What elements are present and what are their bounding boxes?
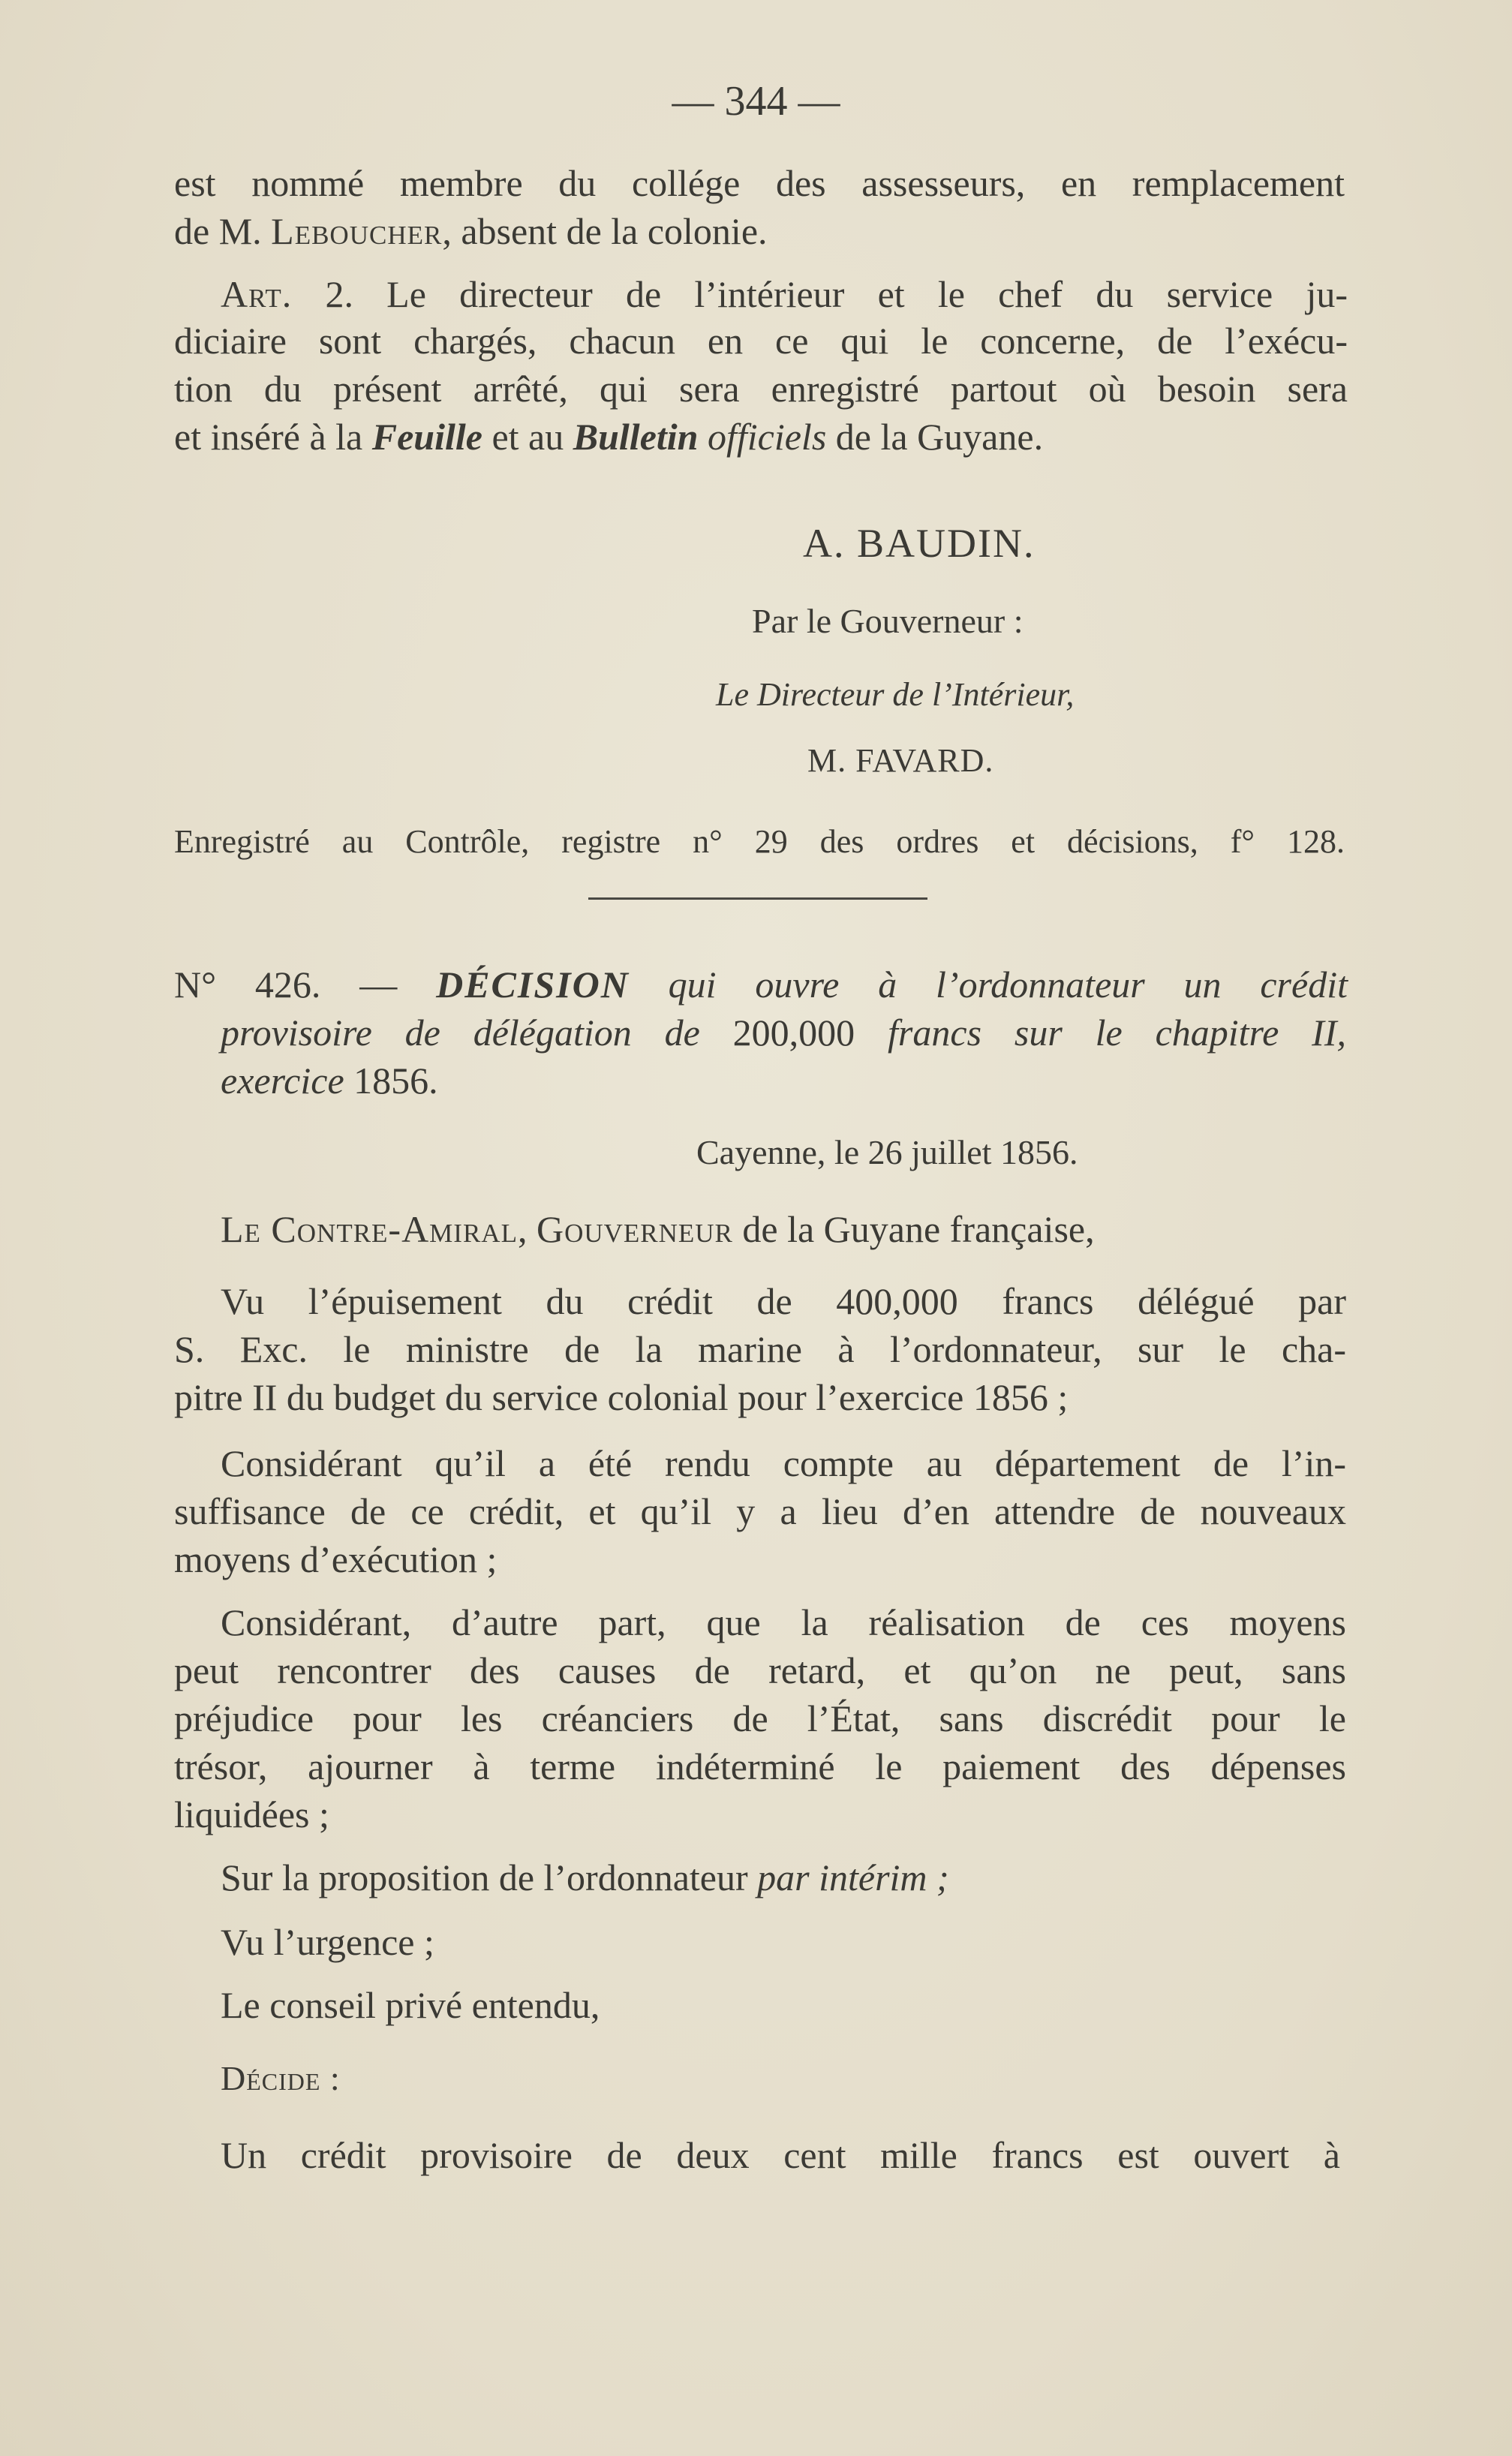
text-line [221, 1207, 1095, 1252]
page-number: — 344 — [672, 78, 840, 125]
text-fragment: et au [482, 416, 573, 458]
text-line: est nommé membre du collége des assesseurs, en remplacement [174, 162, 1345, 204]
decision-year: 1856. [344, 1060, 438, 1102]
decision-subject: francs sur le chapitre II, [855, 1012, 1346, 1054]
text-line [221, 272, 1348, 317]
authority-title: Le Contre-Amiral [221, 1208, 518, 1250]
text-line [221, 1855, 949, 1900]
signature-name: A. BAUDIN. [803, 521, 1036, 566]
text-line: Considérant, d’autre part, que la réalisation de ces moyens [221, 1601, 1346, 1643]
text-line: suffisance de ce crédit, et qu’il y a lieu d’en attendre de nouveaux [174, 1490, 1346, 1532]
decision-heading-line [221, 1058, 438, 1103]
decide-label: Décide : [221, 2059, 341, 2097]
decision-subject: exercice [221, 1060, 344, 1102]
separator-rule [588, 897, 927, 900]
italic-title: Feuille [371, 416, 482, 458]
text-fragment: , absent de la colonie. [442, 210, 768, 252]
text-line: S. Exc. le ministre de la marine à l’ordonnateur, sur le cha- [174, 1328, 1346, 1370]
text-line: Le conseil privé entendu, [221, 1984, 600, 2026]
text-line: tion du présent arrêté, qui sera enregistré partout où besoin sera [174, 368, 1348, 410]
text-fragment: 2. Le directeur de l’intérieur et le chef du service ju- [292, 273, 1348, 315]
text-fragment: de M. [174, 210, 272, 252]
italic-title: Bulletin [573, 416, 699, 458]
decision-heading-line [174, 962, 1348, 1007]
text-line [174, 414, 1043, 459]
decision-amount: 200,000 [732, 1012, 855, 1054]
signature-par: Par le Gouverneur : [752, 602, 1024, 640]
text-line [174, 209, 768, 254]
director-name: M. FAVARD. [807, 742, 994, 779]
text-line: Vu l’épuisement du crédit de 400,000 francs délégué par [221, 1280, 1346, 1322]
article-label: Art. [221, 273, 293, 315]
text-line: Un crédit provisoire de deux cent mille francs est ouvert à [221, 2134, 1340, 2176]
authority-title: Gouverneur [536, 1208, 733, 1250]
text-fragment: de la Guyane. [826, 416, 1044, 458]
decision-title: DÉCISION [436, 963, 630, 1006]
decision-number: N° 426. — [174, 963, 437, 1006]
place-date: Cayenne, le 26 juillet 1856. [696, 1133, 1078, 1171]
text-line: Considérant qu’il a été rendu compte au département de l’in- [221, 1442, 1346, 1484]
italic-word: officiels [698, 416, 827, 458]
text-line: pitre II du budget du service colonial pour l’exercice 1856 ; [174, 1376, 1069, 1418]
text-fragment: , [517, 1208, 537, 1250]
decision-subject: qui ouvre à l’ordonnateur un crédit [629, 963, 1348, 1006]
decision-subject: provisoire de délégation de [221, 1012, 733, 1054]
decision-heading-line [221, 1010, 1346, 1055]
registration-note: Enregistré au Contrôle, registre n° 29 des ordres et décisions, f° 128. [174, 823, 1345, 860]
person-name: Leboucher [271, 210, 443, 252]
text-line: préjudice pour les créanciers de l’État, sans discrédit pour le [174, 1697, 1346, 1739]
italic-phrase: par intérim ; [757, 1856, 949, 1898]
text-line: trésor, ajourner à terme indéterminé le paiement des dépenses [174, 1745, 1346, 1787]
text-line: Vu l’urgence ; [221, 1921, 434, 1963]
text-fragment: Sur la proposition de l’ordonnateur [221, 1856, 758, 1898]
text-line: liquidées ; [174, 1793, 329, 1835]
signature-title: Le Directeur de l’Intérieur, [716, 676, 1075, 713]
text-line: peut rencontrer des causes de retard, et qu’on ne peut, sans [174, 1649, 1346, 1691]
text-fragment: de la Guyane française, [732, 1208, 1095, 1250]
text-line: diciaire sont chargés, chacun en ce qui le concerne, de l’exécu- [174, 320, 1348, 362]
text-line: moyens d’exécution ; [174, 1538, 497, 1580]
text-fragment: et inséré à la [174, 416, 372, 458]
